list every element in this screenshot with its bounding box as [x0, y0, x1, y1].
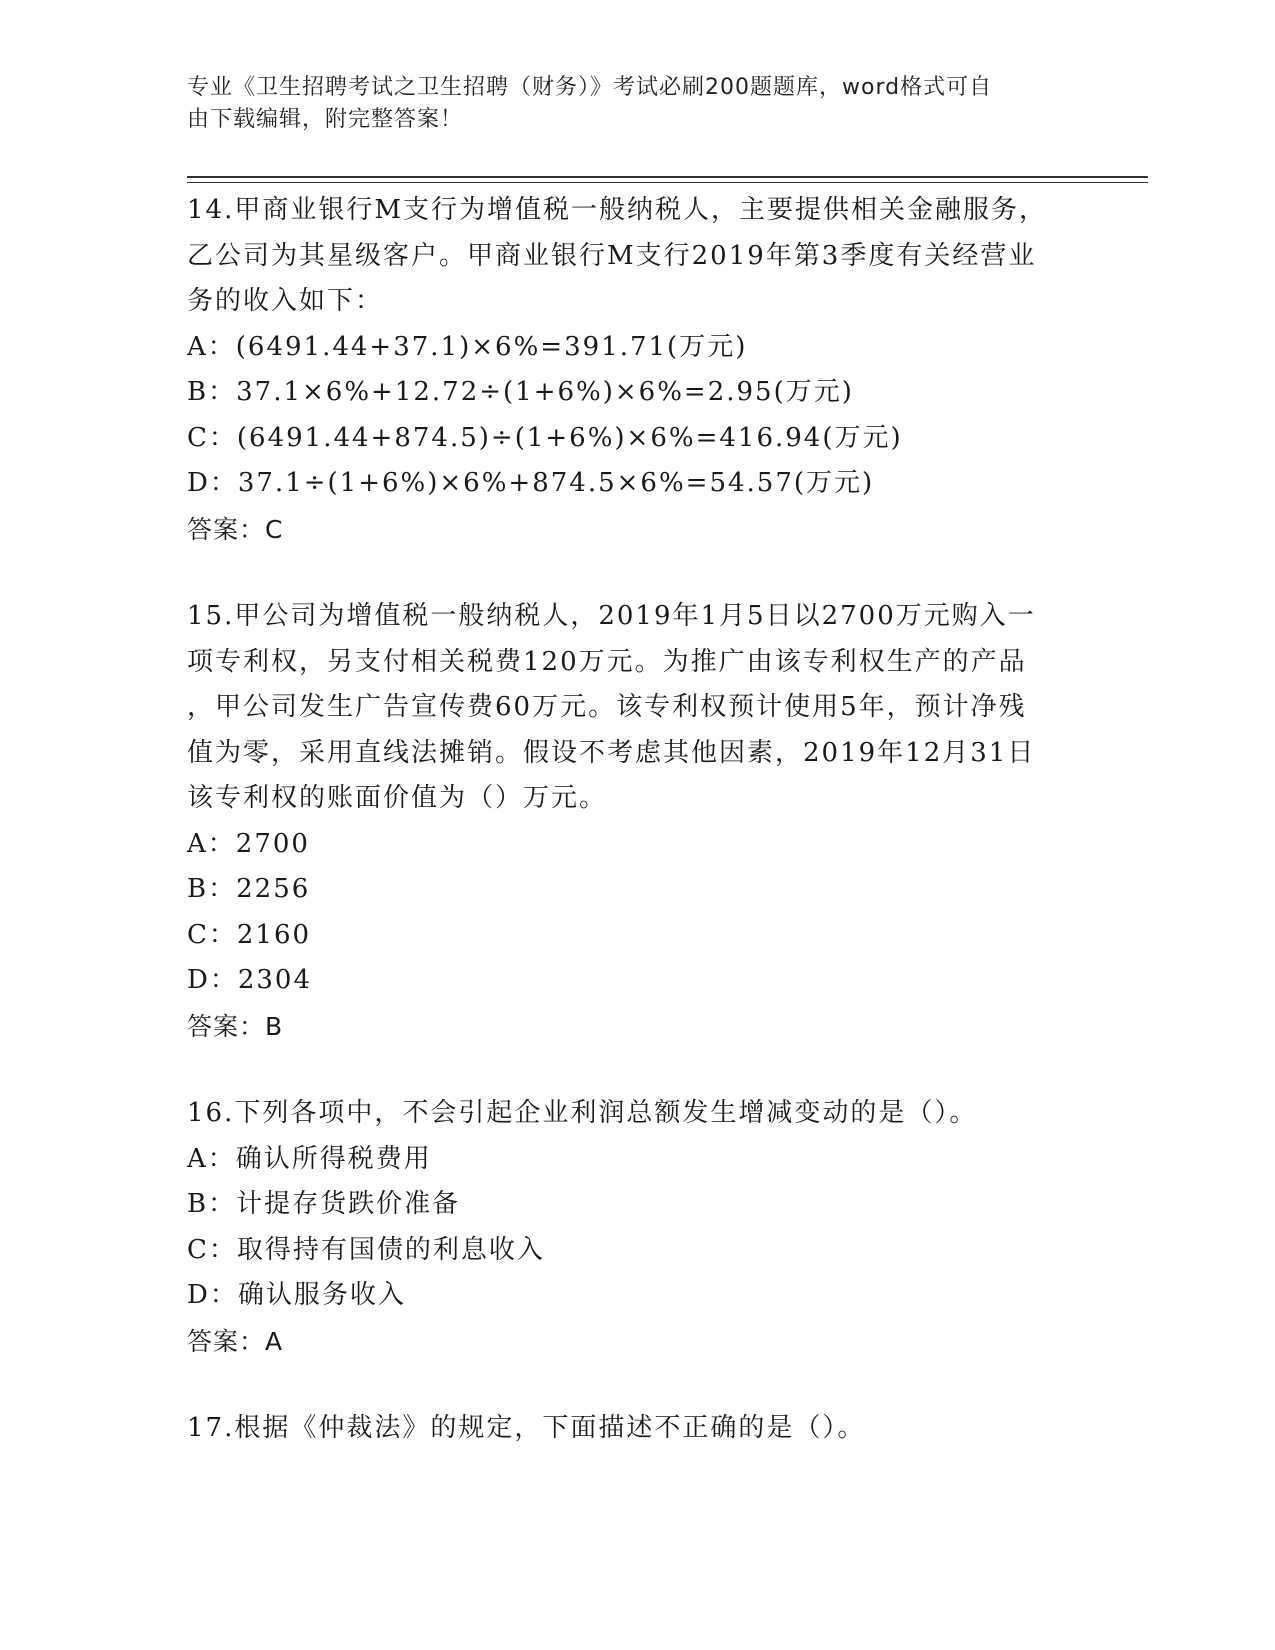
- option-b: B：计提存货跌价准备: [187, 1189, 461, 1219]
- question-spacer: [187, 552, 1067, 594]
- question-stem-line: 14.甲商业银行M支行为增值税一般纳税人，主要提供相关金融服务，: [187, 195, 1047, 225]
- answer-line: 答案：C: [187, 514, 284, 544]
- question-stem-line: 15.甲公司为增值税一般纳税人，2019年1月5日以2700万元购入一: [187, 601, 1036, 631]
- header-line-2: 由下载编辑，附完整答案！: [187, 107, 464, 132]
- question-spacer: [187, 1049, 1067, 1091]
- question-15: [187, 594, 1067, 1049]
- option-d: D：确认服务收入: [187, 1280, 406, 1310]
- header-line-1: 专业《卫生招聘考试之卫生招聘（财务）》考试必刷200题题库，word格式可自: [187, 75, 993, 100]
- option-d: D：37.1÷(1+6%)×6%+874.5×6%=54.57(万元): [187, 468, 875, 498]
- option-a: A：(6491.44+37.1)×6%=391.71(万元): [187, 331, 748, 362]
- question-spacer: [187, 1364, 1067, 1406]
- header-rule-thin: [187, 182, 1148, 183]
- question-17: [187, 1406, 1067, 1452]
- question-stem-line: 值为零，采用直线法摊销。假设不考虑其他因素，2019年12月31日: [187, 737, 1036, 768]
- option-c: C：2160: [187, 919, 312, 950]
- question-list: [187, 188, 1067, 1452]
- question-stem-line: ，甲公司发生广告宣传费60万元。该专利权预计使用5年，预计净残: [187, 692, 1027, 722]
- question-16: [187, 1091, 1067, 1364]
- question-stem-line: 17.根据《仲裁法》的规定，下面描述不正确的是（）。: [187, 1413, 866, 1443]
- question-14: [187, 188, 1067, 552]
- question-stem-line: 项专利权，另支付相关税费120万元。为推广由该专利权生产的产品: [187, 646, 1027, 677]
- question-stem-line: 该专利权的账面价值为（）万元。: [187, 783, 608, 813]
- question-stem-line: 乙公司为其星级客户。甲商业银行M支行2019年第3季度有关经营业: [187, 240, 1037, 271]
- option-b: B：37.1×6%+12.72÷(1+6%)×6%=2.95(万元): [187, 377, 854, 407]
- option-d: D：2304: [187, 965, 313, 995]
- header-rule-thick: [187, 176, 1148, 178]
- option-a: A：2700: [187, 828, 310, 859]
- option-a: A：确认所得税费用: [187, 1143, 432, 1174]
- option-c: C：(6491.44+874.5)÷(1+6%)×6%=416.94(万元): [187, 422, 903, 453]
- answer-line: 答案：A: [187, 1326, 284, 1356]
- option-b: B：2256: [187, 874, 311, 904]
- question-stem-line: 16.下列各项中，不会引起企业利润总额发生增减变动的是（）。: [187, 1098, 978, 1128]
- document-header: [187, 72, 1067, 136]
- option-c: C：取得持有国债的利息收入: [187, 1234, 545, 1265]
- answer-line: 答案：B: [187, 1011, 284, 1041]
- question-stem-line: 务的收入如下：: [187, 286, 384, 316]
